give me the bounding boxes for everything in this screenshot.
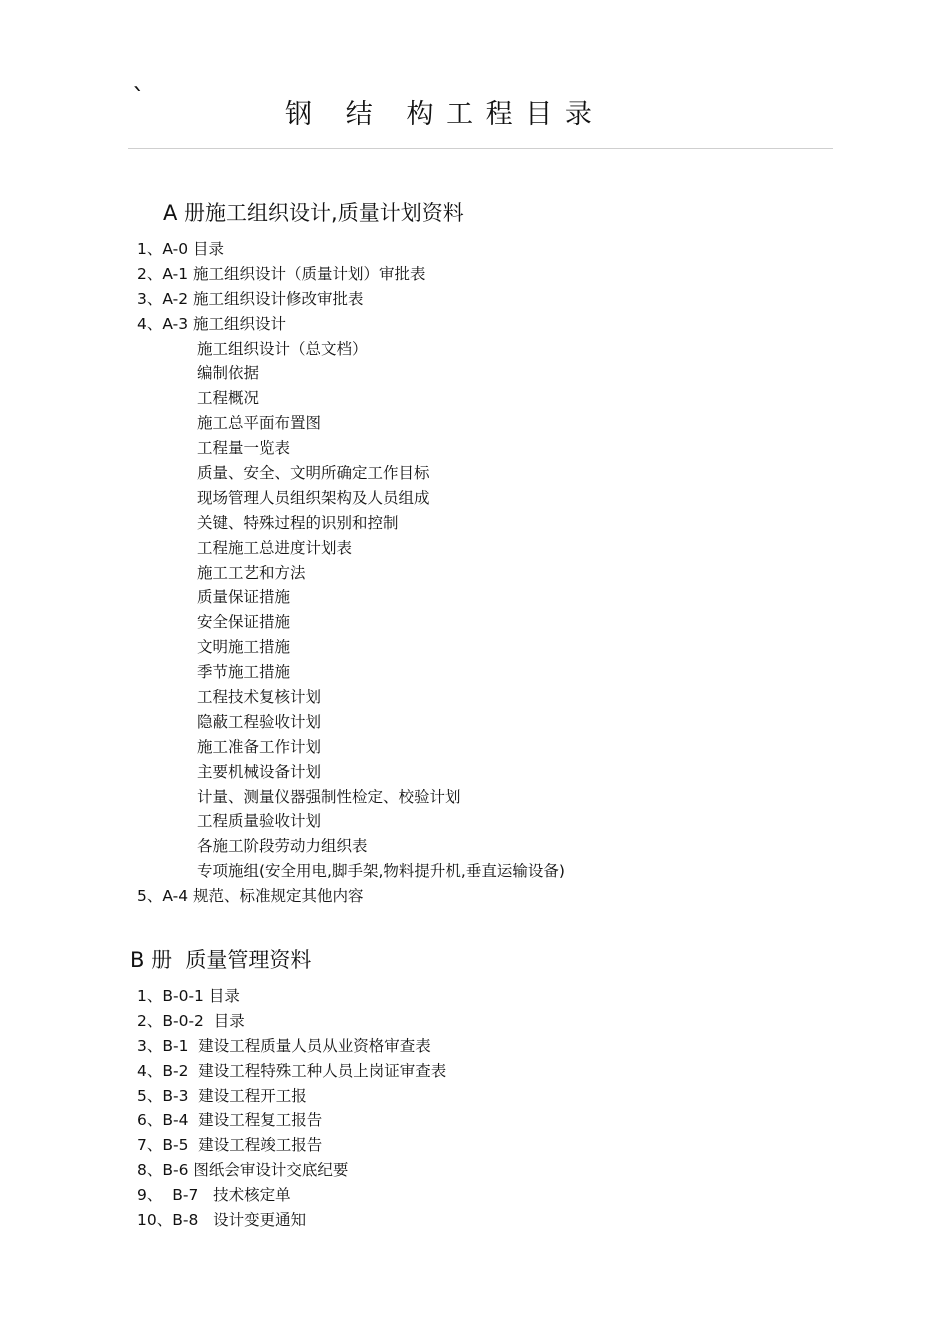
stray-backtick-mark: ` <box>132 84 145 114</box>
document-title: 钢 结 构 工 程 目 录 <box>285 99 594 130</box>
title-divider <box>128 148 833 149</box>
section-a-heading: A 册施工组织设计,质量计划资料 <box>163 201 464 225</box>
section-b-heading: B 册 质量管理资料 <box>130 948 312 972</box>
